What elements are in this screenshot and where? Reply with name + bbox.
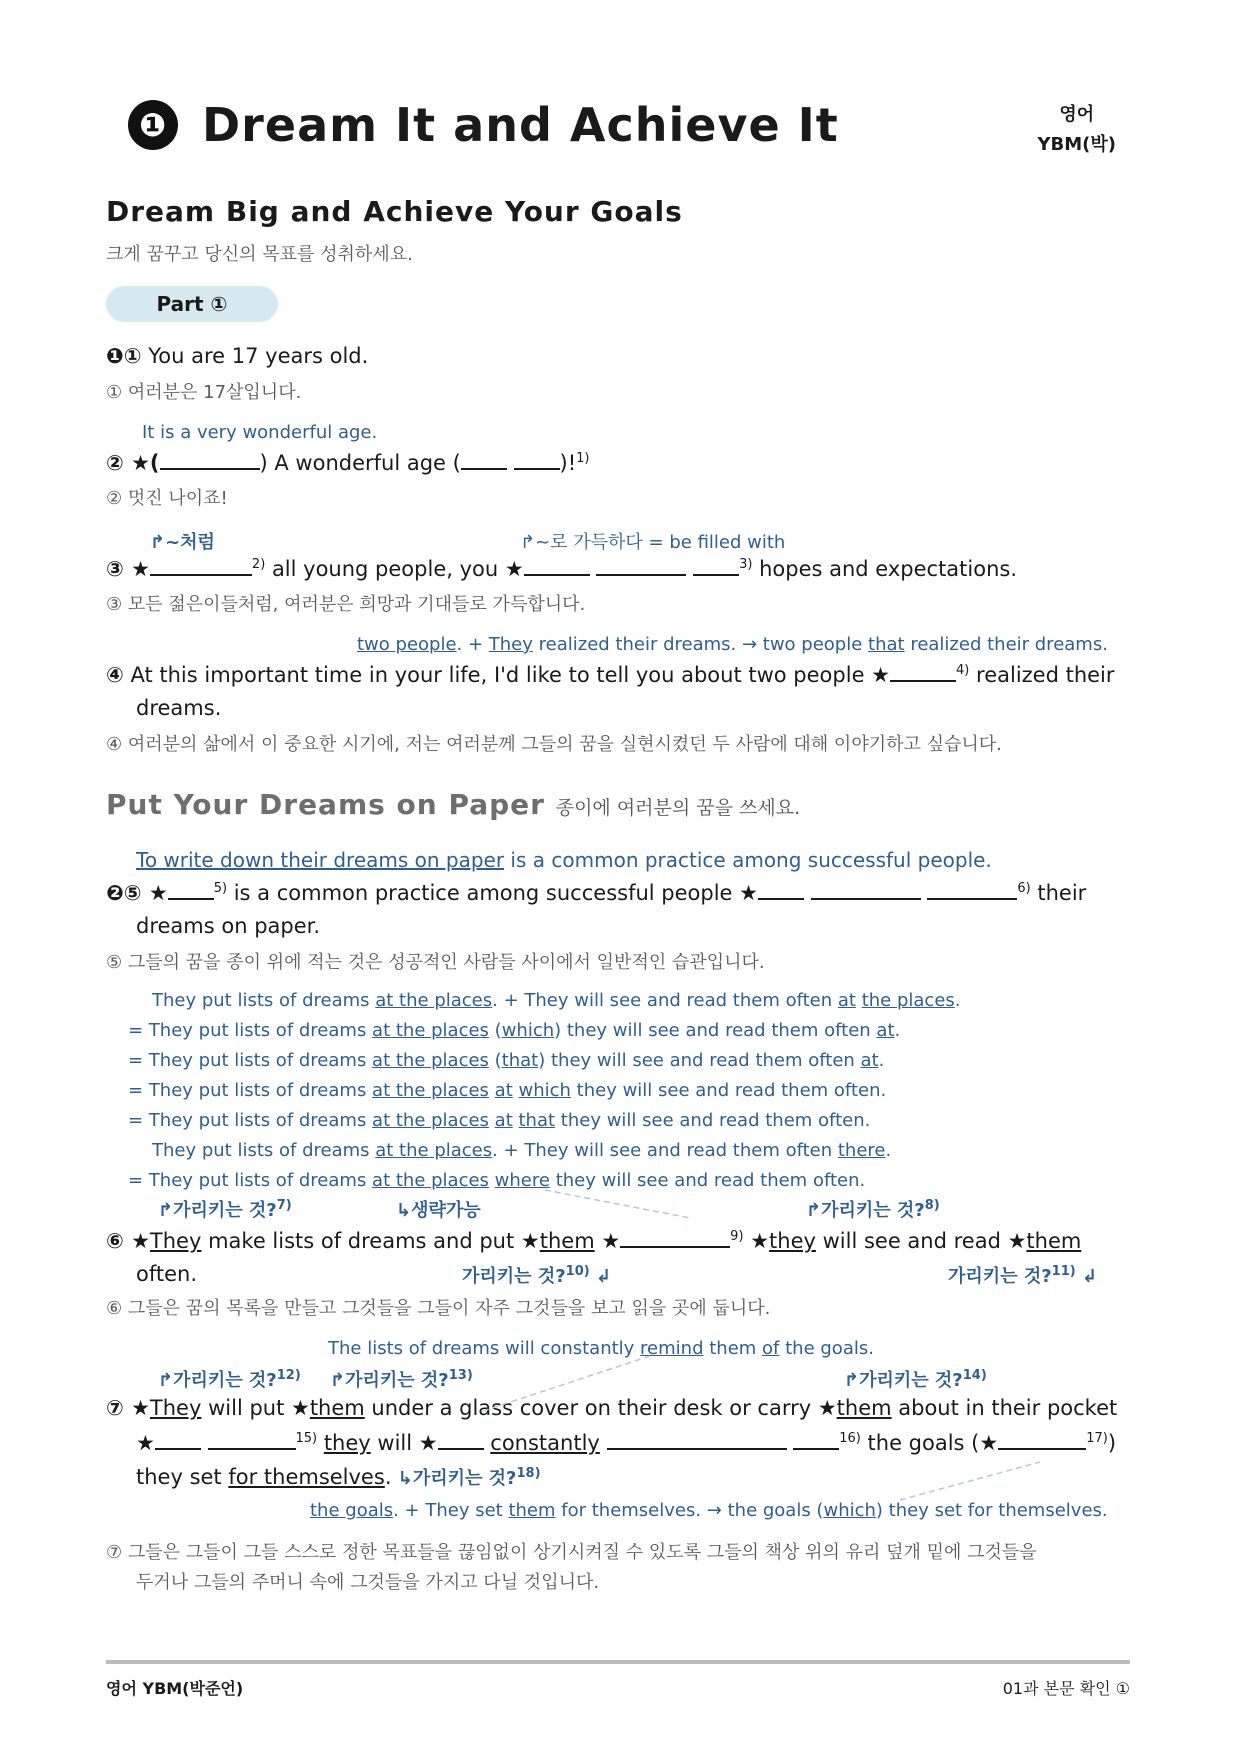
- pointer-note-8: ↱가리키는 것?$^{8)}$: [806, 1198, 940, 1221]
- sentence-1: ❶① You are 17 years old.: [106, 344, 369, 368]
- grammar-note-line: They put lists of dreams at the places. + They will see and read them often at the places.: [152, 990, 961, 1011]
- sentence-3: ③ ★ $^{2)}$ all young people, you ★ $^{3)}$ hopes and expectations.: [106, 557, 1018, 581]
- connector-arrow: [900, 1462, 1040, 1500]
- sentence-7-line-3: they set for themselves. ↳가리키는 것?$^{18)}$: [136, 1465, 541, 1489]
- footer-left: 영어 YBM(박준언): [106, 1679, 244, 1698]
- pointer-note-7: ↱가리키는 것?$^{7)}$: [158, 1198, 292, 1221]
- publisher-label: YBM(박): [1037, 134, 1116, 155]
- sentence-5-note: To write down their dreams on paper is a common practice among successful people.: [136, 848, 992, 872]
- connector-arrow: [480, 1356, 650, 1412]
- sentence-6-ko: ⑥ 그들은 꿈의 목록을 만들고 그것들을 그들이 자주 그것들을 보고 읽을 곳에 둡니다.: [106, 1298, 771, 1319]
- section-title-1: Dream Big and Achieve Your Goals: [106, 195, 683, 228]
- sentence-6-cont: often.: [136, 1262, 198, 1286]
- sentence-5: ❷⑤ ★ $^{5)}$ is a common practice among successful people ★ $^{6)}$ their: [106, 881, 1087, 905]
- sentence-6: ⑥ ★They make lists of dreams and put ★them ★ $^{9)}$ ★they will see and read ★them: [106, 1229, 1082, 1253]
- connector-arrow: [545, 1190, 690, 1218]
- pointer-note-10: 가리키는 것?$^{10)}$ ↲: [462, 1264, 612, 1287]
- part-badge: Part ①: [106, 286, 278, 322]
- grammar-note-line: They put lists of dreams at the places. + They will see and read them often there.: [152, 1140, 892, 1161]
- sentence-7-ko-2: 두거나 그들의 주머니 속에 그것들을 가지고 다닐 것입니다.: [136, 1572, 600, 1593]
- sentence-2-ko: ② 멋진 나이죠!: [106, 488, 228, 509]
- sentence-7: ⑦ ★They will put ★them under a glass cover on their desk or carry ★them about in their pocket: [106, 1396, 1118, 1420]
- sentence-2-note: It is a very wonderful age.: [142, 422, 378, 443]
- lesson-title: ❶ Dream It and Achieve It: [128, 98, 839, 154]
- sentence-7-ko-1: ⑦ 그들은 그들이 그들 스스로 정한 목표들을 끊임없이 상기시켜질 수 있도록 그들의 책상 위의 유리 덮개 밑에 그것들을: [106, 1542, 1037, 1563]
- pointer-note-14: ↱가리키는 것?$^{14)}$: [844, 1368, 987, 1391]
- grammar-note-line: = They put lists of dreams at the places at which they will see and read them often.: [128, 1080, 887, 1101]
- grammar-note-line: = They put lists of dreams at the places (that) they will see and read them often at.: [128, 1050, 885, 1071]
- grammar-note-line: = They put lists of dreams at the places at that they will see and read them often.: [128, 1110, 871, 1131]
- pointer-note-12: ↱가리키는 것?$^{12)}$: [158, 1368, 301, 1391]
- footer-divider: [106, 1660, 1130, 1664]
- section-title-1-ko: 크게 꿈꾸고 당신의 목표를 성취하세요.: [106, 244, 413, 265]
- section-title-2: Put Your Dreams on Paper 종이에 여러분의 꿈을 쓰세요.: [106, 788, 801, 821]
- sentence-1-ko: ① 여러분은 17살입니다.: [106, 382, 302, 403]
- lesson-number-badge: ❶: [128, 100, 178, 150]
- sentence-7-line-2: ★ $^{15)}$ they will ★ constantly $^{16)}$ the goals (★ $^{17)}$): [136, 1431, 1117, 1455]
- sentence-3-note-1: ↱~처럼: [150, 532, 215, 553]
- sentence-3-note-2: ↱~로 가득하다 = be filled with: [520, 532, 786, 553]
- sentence-7-note: The lists of dreams will constantly remind them of the goals.: [328, 1338, 874, 1359]
- sentence-4-cont: dreams.: [136, 696, 222, 720]
- sentence-4-note: two people. + They realized their dreams. → two people that realized their dreams.: [357, 634, 1108, 655]
- subject-label: 영어: [1059, 104, 1095, 125]
- omittable-note: ↳생략가능: [396, 1200, 481, 1221]
- pointer-note-11: 가리키는 것?$^{11)}$ ↲: [948, 1264, 1098, 1287]
- sentence-4-ko: ④ 여러분의 삶에서 이 중요한 시기에, 저는 여러분께 그들의 꿈을 실현시켰던 두 사람에 대해 이야기하고 싶습니다.: [106, 734, 1002, 755]
- pointer-note-13: ↱가리키는 것?$^{13)}$: [330, 1368, 473, 1391]
- sentence-7-note-2: the goals. + They set them for themselves. → the goals (which) they set for themselves.: [310, 1500, 1108, 1521]
- footer-right: 01과 본문 확인 ①: [1002, 1679, 1130, 1698]
- sentence-5-ko: ⑤ 그들의 꿈을 종이 위에 적는 것은 성공적인 사람들 사이에서 일반적인 습관입니다.: [106, 952, 765, 973]
- sentence-5-cont: dreams on paper.: [136, 914, 321, 938]
- sentence-3-ko: ③ 모든 젊은이들처럼, 여러분은 희망과 기대들로 가득합니다.: [106, 594, 586, 615]
- sentence-2: ② ★( ) A wonderful age ( )!$^{1)}$: [106, 451, 590, 475]
- pointer-note-18: ↳가리키는 것?$^{18)}$: [391, 1466, 541, 1489]
- grammar-note-line: = They put lists of dreams at the places where they will see and read them often.: [128, 1170, 866, 1191]
- grammar-note-line: = They put lists of dreams at the places (which) they will see and read them often at.: [128, 1020, 901, 1041]
- sentence-4: ④ At this important time in your life, I'd like to tell you about two people ★ $^{4)}$ realized their: [106, 663, 1115, 687]
